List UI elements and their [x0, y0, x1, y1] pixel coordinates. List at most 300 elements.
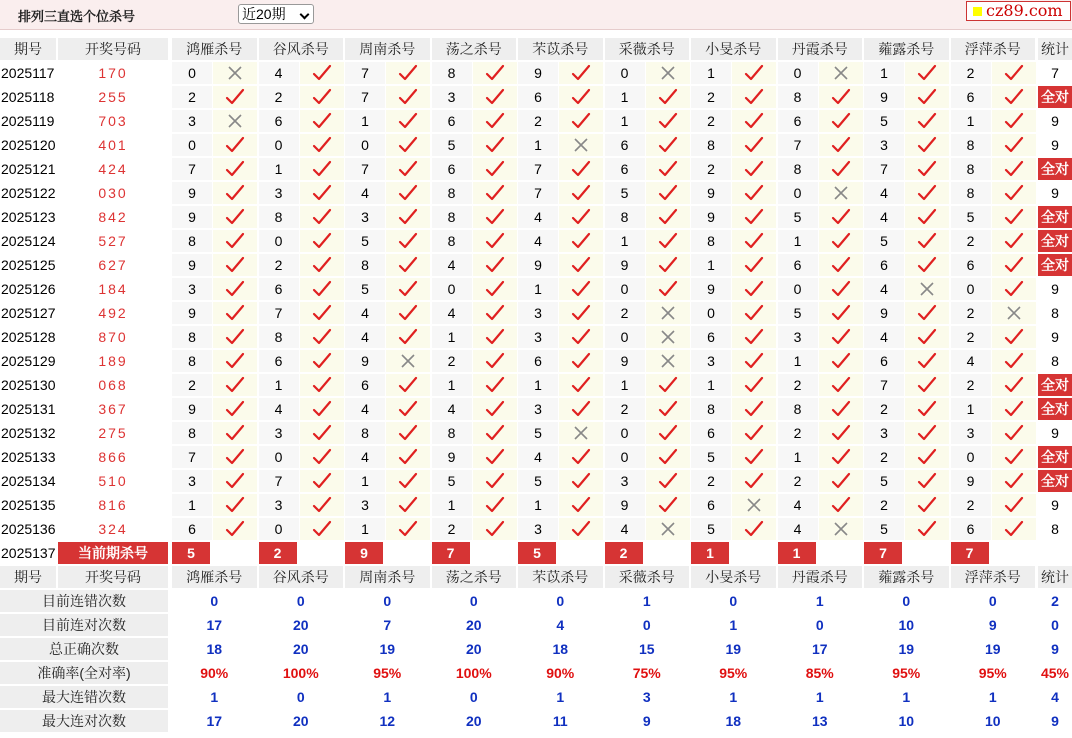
check-icon [819, 326, 863, 348]
current-label: 当前期杀号 [58, 542, 168, 564]
stat-value: 0 [383, 593, 392, 609]
kill-number: 4 [778, 518, 818, 540]
kill-number: 0 [778, 278, 818, 300]
check-icon [905, 470, 949, 492]
winning-number: 068 [98, 377, 128, 393]
check-icon [559, 278, 603, 300]
check-icon [732, 230, 776, 252]
kill-number: 4 [518, 446, 558, 468]
kill-number: 5 [691, 446, 731, 468]
kill-number: 2 [432, 350, 472, 372]
kill-number: 8 [778, 398, 818, 420]
winning-number: 870 [98, 329, 128, 345]
kill-number: 2 [864, 398, 904, 420]
check-icon [300, 62, 344, 84]
period-select-value: 近20期 [242, 6, 286, 22]
kill-number: 7 [518, 158, 558, 180]
check-icon [473, 494, 517, 516]
check-icon [213, 326, 257, 348]
kill-number: 9 [345, 350, 385, 372]
kill-number: 5 [864, 518, 904, 540]
check-icon [559, 206, 603, 228]
top-header-predictor: 芣苡杀号 [518, 38, 603, 60]
kill-number: 8 [691, 398, 731, 420]
kill-number: 6 [605, 158, 645, 180]
kill-number: 0 [605, 62, 645, 84]
stat-value: 20 [465, 641, 482, 657]
stat-value: 0 [556, 593, 565, 609]
stat-label: 最大连对次数 [0, 710, 168, 732]
kill-number: 5 [345, 278, 385, 300]
winning-number: 170 [98, 65, 128, 81]
kill-number: 2 [691, 158, 731, 180]
kill-number: 9 [518, 254, 558, 276]
top-header-predictor: 采薇杀号 [605, 38, 690, 60]
check-icon [386, 494, 430, 516]
kill-number: 2 [951, 374, 991, 396]
stat-value: 19 [984, 641, 1001, 657]
top-header-predictor: 蕹露杀号 [864, 38, 949, 60]
check-icon [473, 350, 517, 372]
kill-number: 9 [172, 206, 212, 228]
kill-number: 4 [259, 398, 299, 420]
check-icon [905, 110, 949, 132]
check-icon [473, 254, 517, 276]
check-icon [732, 158, 776, 180]
kill-number: 6 [259, 350, 299, 372]
kill-number: 0 [259, 134, 299, 156]
check-icon [300, 86, 344, 108]
cross-icon [213, 62, 257, 84]
current-kill-number: 1 [778, 542, 816, 564]
kill-number: 4 [518, 230, 558, 252]
kill-number: 8 [691, 230, 731, 252]
kill-number: 0 [172, 62, 212, 84]
bottom-header-predictor: 荡之杀号 [432, 566, 517, 588]
kill-number: 4 [864, 182, 904, 204]
kill-number: 2 [951, 494, 991, 516]
check-icon [905, 374, 949, 396]
check-icon [905, 326, 949, 348]
issue-number: 2025131 [1, 401, 56, 417]
stat-value: 95% [373, 665, 402, 681]
winning-number: 030 [98, 185, 128, 201]
bottom-header-predictor: 蕹露杀号 [864, 566, 949, 588]
check-icon [213, 230, 257, 252]
kill-number: 5 [864, 110, 904, 132]
kill-number: 8 [432, 422, 472, 444]
kill-number: 1 [518, 494, 558, 516]
kill-number: 1 [259, 158, 299, 180]
check-icon [559, 110, 603, 132]
kill-number: 9 [691, 278, 731, 300]
kill-number: 1 [605, 86, 645, 108]
stat-value: 10 [898, 713, 915, 729]
kill-number: 3 [345, 494, 385, 516]
check-icon [386, 422, 430, 444]
kill-number: 0 [605, 446, 645, 468]
kill-number: 0 [605, 278, 645, 300]
kill-number: 8 [432, 230, 472, 252]
check-icon [213, 446, 257, 468]
kill-number: 8 [345, 254, 385, 276]
chevron-down-icon [300, 10, 310, 20]
kill-number: 8 [432, 206, 472, 228]
top-header-predictor: 鸿雁杀号 [172, 38, 257, 60]
kill-number: 3 [518, 326, 558, 348]
kill-number: 8 [172, 230, 212, 252]
check-icon [992, 158, 1036, 180]
stat-value: 10 [898, 617, 915, 633]
check-icon [300, 398, 344, 420]
kill-number: 5 [691, 518, 731, 540]
check-icon [732, 422, 776, 444]
kill-number: 2 [605, 302, 645, 324]
check-icon [819, 110, 863, 132]
top-header-stat: 统计 [1038, 38, 1072, 60]
check-icon [646, 494, 690, 516]
check-icon [559, 86, 603, 108]
check-icon [300, 518, 344, 540]
kill-number: 8 [172, 422, 212, 444]
stat-value: 100% [455, 665, 492, 681]
kill-number: 6 [345, 374, 385, 396]
check-icon [559, 446, 603, 468]
kill-number: 1 [432, 494, 472, 516]
page-title: 排列三直选个位杀号 [18, 9, 136, 24]
check-icon [559, 302, 603, 324]
check-icon [386, 86, 430, 108]
check-icon [213, 302, 257, 324]
kill-number: 0 [951, 446, 991, 468]
kill-number: 4 [432, 398, 472, 420]
kill-number: 5 [778, 302, 818, 324]
kill-number: 3 [172, 278, 212, 300]
row-stat: 9 [1051, 425, 1059, 441]
kill-number: 5 [432, 470, 472, 492]
winning-number: 510 [98, 473, 128, 489]
kill-number: 7 [864, 158, 904, 180]
kill-number: 0 [778, 182, 818, 204]
kill-number: 1 [605, 230, 645, 252]
winning-number: 367 [98, 401, 128, 417]
kill-number: 0 [259, 518, 299, 540]
kill-number: 5 [778, 206, 818, 228]
kill-number: 7 [172, 158, 212, 180]
check-icon [732, 374, 776, 396]
check-icon [905, 86, 949, 108]
winning-number: 184 [98, 281, 128, 297]
check-icon [992, 86, 1036, 108]
kill-number: 6 [778, 254, 818, 276]
check-icon [300, 110, 344, 132]
winning-number: 324 [98, 521, 128, 537]
check-icon [646, 158, 690, 180]
kill-number: 3 [259, 422, 299, 444]
issue-number: 2025128 [1, 329, 56, 345]
check-icon [300, 302, 344, 324]
check-icon [559, 254, 603, 276]
check-icon [213, 422, 257, 444]
kill-number: 3 [259, 494, 299, 516]
check-icon [559, 518, 603, 540]
check-icon [646, 398, 690, 420]
stat-value: 3 [642, 689, 651, 705]
kill-number: 4 [864, 278, 904, 300]
kill-number: 0 [259, 230, 299, 252]
stat-value: 20 [465, 617, 482, 633]
stat-value: 95% [719, 665, 748, 681]
check-icon [732, 86, 776, 108]
check-icon [473, 278, 517, 300]
bottom-header-predictor: 芣苡杀号 [518, 566, 603, 588]
check-icon [213, 278, 257, 300]
stat-value: 18 [206, 641, 223, 657]
kill-number: 7 [172, 446, 212, 468]
kill-number: 6 [951, 518, 991, 540]
kill-number: 4 [518, 206, 558, 228]
check-icon [819, 494, 863, 516]
kill-number: 7 [864, 374, 904, 396]
kill-number: 6 [605, 134, 645, 156]
kill-number: 9 [605, 494, 645, 516]
stat-value: 90% [546, 665, 575, 681]
kill-number: 0 [259, 446, 299, 468]
check-icon [646, 134, 690, 156]
current-issue: 2025137 [1, 545, 56, 561]
kill-number: 1 [172, 494, 212, 516]
winning-number: 627 [98, 257, 128, 273]
top-bar [0, 0, 1072, 30]
check-icon [213, 350, 257, 372]
check-icon [732, 182, 776, 204]
kill-number: 8 [778, 86, 818, 108]
check-icon [992, 422, 1036, 444]
stat-value: 1 [815, 593, 824, 609]
check-icon [213, 518, 257, 540]
stat-value: 20 [292, 641, 309, 657]
stat-value: 95% [892, 665, 921, 681]
stat-value: 20 [465, 713, 482, 729]
kill-number: 9 [172, 182, 212, 204]
check-icon [819, 422, 863, 444]
kill-number: 1 [345, 470, 385, 492]
row-stat: 9 [1051, 281, 1059, 297]
check-icon [213, 86, 257, 108]
kill-number: 6 [172, 518, 212, 540]
check-icon [559, 350, 603, 372]
kill-number: 3 [951, 422, 991, 444]
check-icon [473, 446, 517, 468]
kill-number: 0 [432, 278, 472, 300]
current-kill-number: 5 [172, 542, 210, 564]
kill-number: 1 [778, 350, 818, 372]
row-stat: 7 [1051, 65, 1059, 81]
kill-number: 6 [432, 110, 472, 132]
kill-number: 6 [864, 254, 904, 276]
winning-number: 816 [98, 497, 128, 513]
check-icon [732, 470, 776, 492]
row-stat: 全对 [1038, 206, 1072, 228]
kill-number: 0 [172, 134, 212, 156]
stat-value: 0 [469, 689, 478, 705]
current-kill-number: 7 [951, 542, 989, 564]
issue-number: 2025125 [1, 257, 56, 273]
kill-number: 4 [259, 62, 299, 84]
kill-number: 3 [864, 422, 904, 444]
kill-number: 6 [691, 494, 731, 516]
bottom-header-predictor: 采薇杀号 [605, 566, 690, 588]
check-icon [300, 134, 344, 156]
kill-number: 1 [605, 374, 645, 396]
check-icon [992, 350, 1036, 372]
stat-value: 1 [210, 689, 219, 705]
kill-number: 2 [951, 230, 991, 252]
check-icon [300, 446, 344, 468]
check-icon [819, 206, 863, 228]
kill-number: 9 [864, 86, 904, 108]
check-icon [732, 278, 776, 300]
issue-number: 2025117 [1, 65, 55, 81]
top-header-predictor: 浮萍杀号 [951, 38, 1036, 60]
stat-value: 20 [292, 617, 309, 633]
issue-number: 2025136 [1, 521, 56, 537]
kill-number: 9 [518, 62, 558, 84]
cross-icon [819, 62, 863, 84]
kill-number: 2 [172, 374, 212, 396]
check-icon [386, 110, 430, 132]
check-icon [992, 62, 1036, 84]
kill-number: 3 [518, 518, 558, 540]
check-icon [300, 254, 344, 276]
check-icon [646, 470, 690, 492]
stat-value: 95% [978, 665, 1007, 681]
check-icon [732, 254, 776, 276]
check-icon [905, 446, 949, 468]
stat-value: 0 [296, 689, 305, 705]
row-stat: 8 [1051, 521, 1059, 537]
check-icon [473, 182, 517, 204]
kill-number: 2 [951, 326, 991, 348]
kill-number: 2 [691, 86, 731, 108]
stat-value: 1 [729, 689, 738, 705]
cross-icon [646, 518, 690, 540]
kill-number: 4 [432, 254, 472, 276]
check-icon [559, 182, 603, 204]
kill-number: 1 [691, 374, 731, 396]
kill-number: 8 [259, 326, 299, 348]
kill-number: 8 [778, 158, 818, 180]
kill-number: 7 [345, 62, 385, 84]
kill-number: 1 [691, 254, 731, 276]
kill-number: 8 [605, 206, 645, 228]
check-icon [992, 182, 1036, 204]
kill-number: 1 [691, 62, 731, 84]
check-icon [905, 158, 949, 180]
bottom-header-predictor: 周南杀号 [345, 566, 430, 588]
kill-number: 6 [951, 254, 991, 276]
check-icon [386, 278, 430, 300]
issue-number: 2025123 [1, 209, 56, 225]
check-icon [559, 398, 603, 420]
period-select[interactable] [238, 4, 314, 24]
check-icon [732, 302, 776, 324]
stat-value: 75% [632, 665, 661, 681]
stat-value: 0 [815, 617, 824, 633]
kill-number: 8 [172, 326, 212, 348]
bottom-header-predictor: 丹霞杀号 [778, 566, 863, 588]
stat-value: 19 [725, 641, 742, 657]
stat-value: 1 [383, 689, 392, 705]
check-icon [732, 518, 776, 540]
check-icon [473, 374, 517, 396]
kill-number: 4 [345, 182, 385, 204]
check-icon [992, 206, 1036, 228]
stat-value: 1 [556, 689, 565, 705]
winning-number: 866 [98, 449, 128, 465]
kill-number: 1 [518, 374, 558, 396]
kill-number: 9 [691, 206, 731, 228]
stat-value: 0 [210, 593, 219, 609]
stat-value: 100% [282, 665, 319, 681]
row-stat: 9 [1051, 137, 1059, 153]
kill-number: 3 [605, 470, 645, 492]
kill-number: 9 [864, 302, 904, 324]
winning-number: 424 [98, 161, 128, 177]
stat-value: 1 [815, 689, 824, 705]
kill-number: 7 [518, 182, 558, 204]
stat-label: 准确率(全对率) [0, 662, 168, 684]
kill-number: 2 [172, 86, 212, 108]
check-icon [386, 518, 430, 540]
kill-number: 2 [951, 302, 991, 324]
kill-number: 8 [345, 422, 385, 444]
stat-total: 9 [1051, 713, 1059, 729]
stat-value: 0 [729, 593, 738, 609]
stat-value: 18 [552, 641, 569, 657]
check-icon [473, 86, 517, 108]
kill-number: 2 [432, 518, 472, 540]
stat-value: 15 [638, 641, 655, 657]
check-icon [559, 158, 603, 180]
kill-number: 3 [864, 134, 904, 156]
kill-number: 2 [259, 254, 299, 276]
check-icon [213, 206, 257, 228]
stat-value: 20 [292, 713, 309, 729]
kill-number: 9 [172, 254, 212, 276]
current-kill-number: 2 [605, 542, 643, 564]
bottom-header-win: 开奖号码 [58, 566, 168, 588]
top-header-win: 开奖号码 [58, 38, 168, 60]
check-icon [992, 494, 1036, 516]
issue-number: 2025120 [1, 137, 56, 153]
check-icon [559, 62, 603, 84]
check-icon [473, 158, 517, 180]
check-icon [819, 470, 863, 492]
kill-number: 1 [778, 446, 818, 468]
kill-number: 0 [778, 62, 818, 84]
top-header-predictor: 谷风杀号 [259, 38, 344, 60]
check-icon [559, 326, 603, 348]
site-logo[interactable] [966, 1, 1071, 21]
winning-number: 703 [98, 113, 128, 129]
check-icon [473, 398, 517, 420]
top-header-predictor: 荡之杀号 [432, 38, 517, 60]
check-icon [732, 110, 776, 132]
kill-number: 5 [864, 470, 904, 492]
check-icon [992, 230, 1036, 252]
kill-number: 3 [345, 206, 385, 228]
